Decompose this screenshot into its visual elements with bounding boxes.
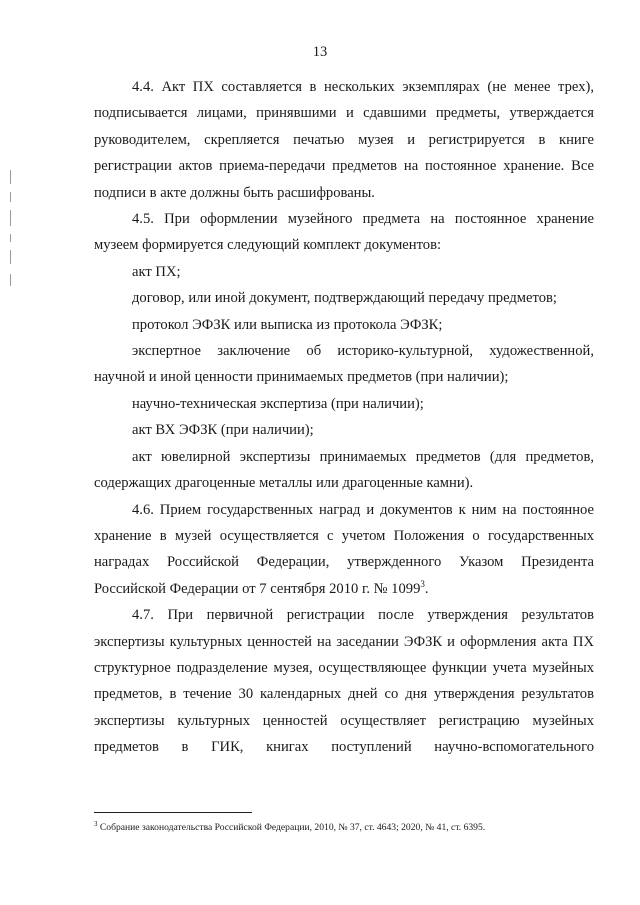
footnote (94, 819, 594, 834)
paragraph-4-5: 4.5. При оформлении музейного предмета на постоянное хранение музеем формируется следующий комплект документов: (94, 211, 594, 254)
paragraph-4-7: 4.7. При первичной регистрации после утверждения результатов экспертизы культурных ценностей на заседании ЭФЗК и оформления акта ПХ структурное подразделение музея, осуществляющее функции учета музейных предметов, в течение 30 календарных дней со дня утверждения результатов экспертизы культурных ценностей осуществляет регистрацию музейных предметов в ГИК, книгах поступлений научно-вспомогательного (94, 607, 594, 756)
paragraph-4-6-end: . (424, 580, 429, 597)
footnote-text: Собрание законодательства Российской Федерации, 2010, № 37, ст. 4643; 2020, № 41, ст. 6395. (97, 822, 486, 833)
list-item: протокол ЭФЗК или выписка из протокола ЭФЗК; (132, 316, 443, 333)
list-item: научно-техническая экспертиза (при наличии); (132, 395, 424, 412)
footnote-reference[interactable]: 3 (420, 578, 425, 589)
paragraph-4-6-text: 4.6. Прием государственных наград и документов к ним на постоянное хранение в музей осуществляется с учетом Положения о государственных наградах Российской Федерации, утвержденного Указом Президента Российской Федерации от 7 сентября 2010 г. № 1099 (94, 501, 594, 597)
document-body (94, 74, 594, 761)
footnote-marker: 3 (94, 819, 98, 828)
footnote-separator (94, 812, 252, 813)
documents-list (94, 259, 594, 497)
page-number: 13 (312, 44, 328, 60)
paragraph-4-4: 4.4. Акт ПХ составляется в нескольких экземплярах (не менее трех), подписывается лицами, принявшими и сдавшими предметы, утверждается руководителем, скрепляется печатью музея и регистрируется в книге регистрации актов приема-передачи предметов на постоянное хранение. Все подписи в акте должны быть расшифрованы. (94, 79, 594, 201)
list-item: акт ПХ; (132, 263, 181, 280)
list-item: экспертное заключение об историко-культурной, художественной, научной и иной ценности принимаемых предметов (при наличии); (94, 343, 594, 386)
list-item: договор, или иной документ, подтверждающий передачу предметов; (132, 290, 557, 307)
scan-margin-marks (10, 170, 16, 300)
paragraph-4-6 (94, 497, 594, 603)
list-item: акт ВХ ЭФЗК (при наличии); (132, 422, 314, 439)
list-item: акт ювелирной экспертизы принимаемых предметов (для предметов, содержащих драгоценные металлы или драгоценные камни). (94, 448, 594, 492)
